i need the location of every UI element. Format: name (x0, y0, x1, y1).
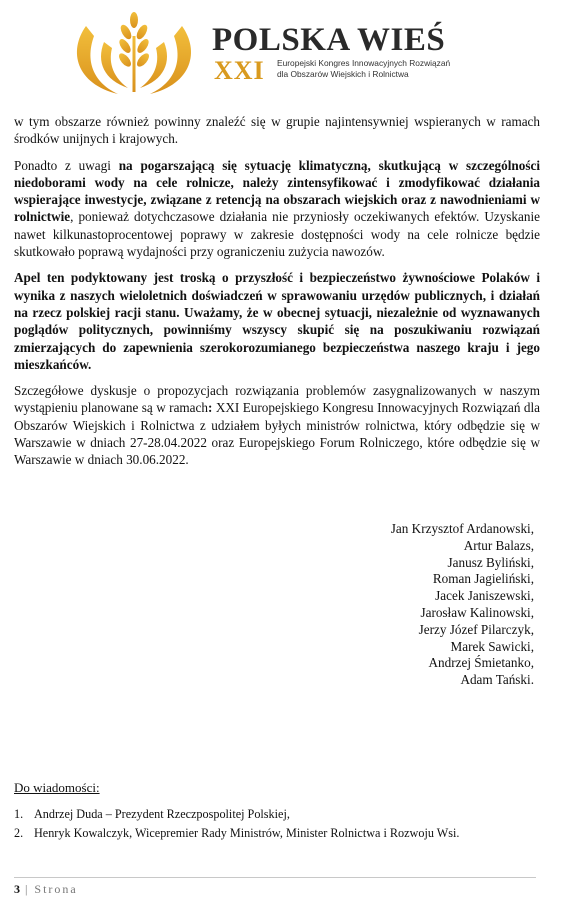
signatory: Artur Balazs, (463, 537, 534, 553)
page-number: 3 (14, 882, 20, 896)
brand-title: POLSKA WIEŚ (212, 22, 446, 58)
footer-page-word: Strona (34, 882, 78, 896)
signatory: Jarosław Kalinowski, (420, 604, 534, 620)
distribution-list (14, 805, 459, 843)
distribution-label: Do wiadomości: (14, 780, 100, 795)
brand-subtitle-line-1: Europejski Kongres Innowacyjnych Rozwiązań (277, 58, 451, 68)
paragraph-1: w tym obszarze również powinny znaleźć się w grupie najintensywniej wspieranych w ramach środków unijnych i krajowych. (14, 114, 540, 147)
paragraph-2-intro: Ponadto z uwagi (14, 157, 119, 173)
signatory: Jerzy Józef Pilarczyk, (418, 621, 534, 637)
list-item-text: Andrzej Duda – Prezydent Rzeczpospolitej Polskiej, (34, 807, 290, 821)
footer-separator: | (20, 882, 35, 896)
page-footer (14, 882, 78, 897)
brand-edition: XXI (214, 56, 265, 85)
paragraph-4-rest: XXI Europejskiego Kongresu Innowacyjnych Rozwiązań dla Obszarów Wiejskich i Rolnictwa z udziałem byłych ministrów rolnictwa, który odbędzie się w Warszawie w dniach 27-28.04.2022 oraz Europejskiego Forum Rolniczego, które odbędzie się w Warszawie w dniach 30.06.2022. (14, 400, 540, 468)
paragraph-2-rest: , ponieważ dotychczasowe działania nie przyniosły oczekiwanych efektów. Uzyskanie nawet kilkunastoprocentowej poprawy w zakresie dostępności wody na cele rolnicze będzie skutkowało poprawą wydajności przy ograniczeniu zużycia nawozów. (14, 209, 540, 260)
list-item-text: Henryk Kowalczyk, Wicepremier Rady Ministrów, Minister Rolnictwa i Rozwoju Wsi. (34, 826, 460, 840)
list-item (14, 824, 459, 843)
signatory: Adam Tański. (460, 672, 534, 688)
brand-subtitle-line-2: dla Obszarów Wiejskich i Rolnictwa (277, 68, 409, 79)
wheat-logo-icon (68, 6, 200, 98)
paragraph-4-intro: Szczegółowe dyskusje o propozycjach rozwiązania problemów zasygnalizowanych w naszym wystąpieniu planowane są w ramach (14, 383, 540, 416)
list-item (14, 805, 459, 824)
letter-body (14, 113, 540, 478)
paragraph-4-colon: : (207, 400, 213, 416)
paragraph-3-appeal: Apel ten podyktowany jest troską o przyszłość i bezpieczeństwo żywnościowe Polaków i wynika z naszych wieloletnich doświadczeń w sprawowaniu urzędów publicznych, i działań na rzecz polskiej racji stanu. Uważamy, że w obecnej sytuacji, niezależnie od wyznawanych poglądów politycznych, powinniśmy wszyscy skupić się na poszukiwaniu rozwiązań zmierzających do zapewnienia szerokorozumianego bezpieczeństwa naszego kraju i jego mieszkańców. (14, 270, 540, 372)
signatory: Jan Krzysztof Ardanowski, (390, 521, 534, 536)
list-item-number: 1. (14, 807, 24, 821)
brand-subtitle (277, 58, 450, 79)
paragraph-2 (14, 157, 540, 261)
signatory: Marek Sawicki, (450, 638, 534, 654)
paragraph-2-emphasis: na pogarszającą się sytuację klimatyczną, skutkującą w szczególności niedoborami wody na cele rolnicze, należy zintensyfikować i zmodyfikować działania wspierające inwestycje, związane z retencją na obszarach wiejskich oraz z nawodnieniami w rolnictwie (14, 157, 540, 225)
footer-divider (14, 877, 536, 878)
list-item-number: 2. (14, 826, 24, 840)
signatory: Jacek Janiszewski, (435, 588, 534, 604)
paragraph-4 (14, 382, 540, 468)
signatory: Andrzej Śmietanko, (428, 655, 534, 671)
signatory: Janusz Byliński, (447, 554, 534, 570)
letterhead (0, 0, 570, 100)
signatory: Roman Jagieliński, (432, 571, 534, 587)
signatories-list (391, 521, 534, 689)
